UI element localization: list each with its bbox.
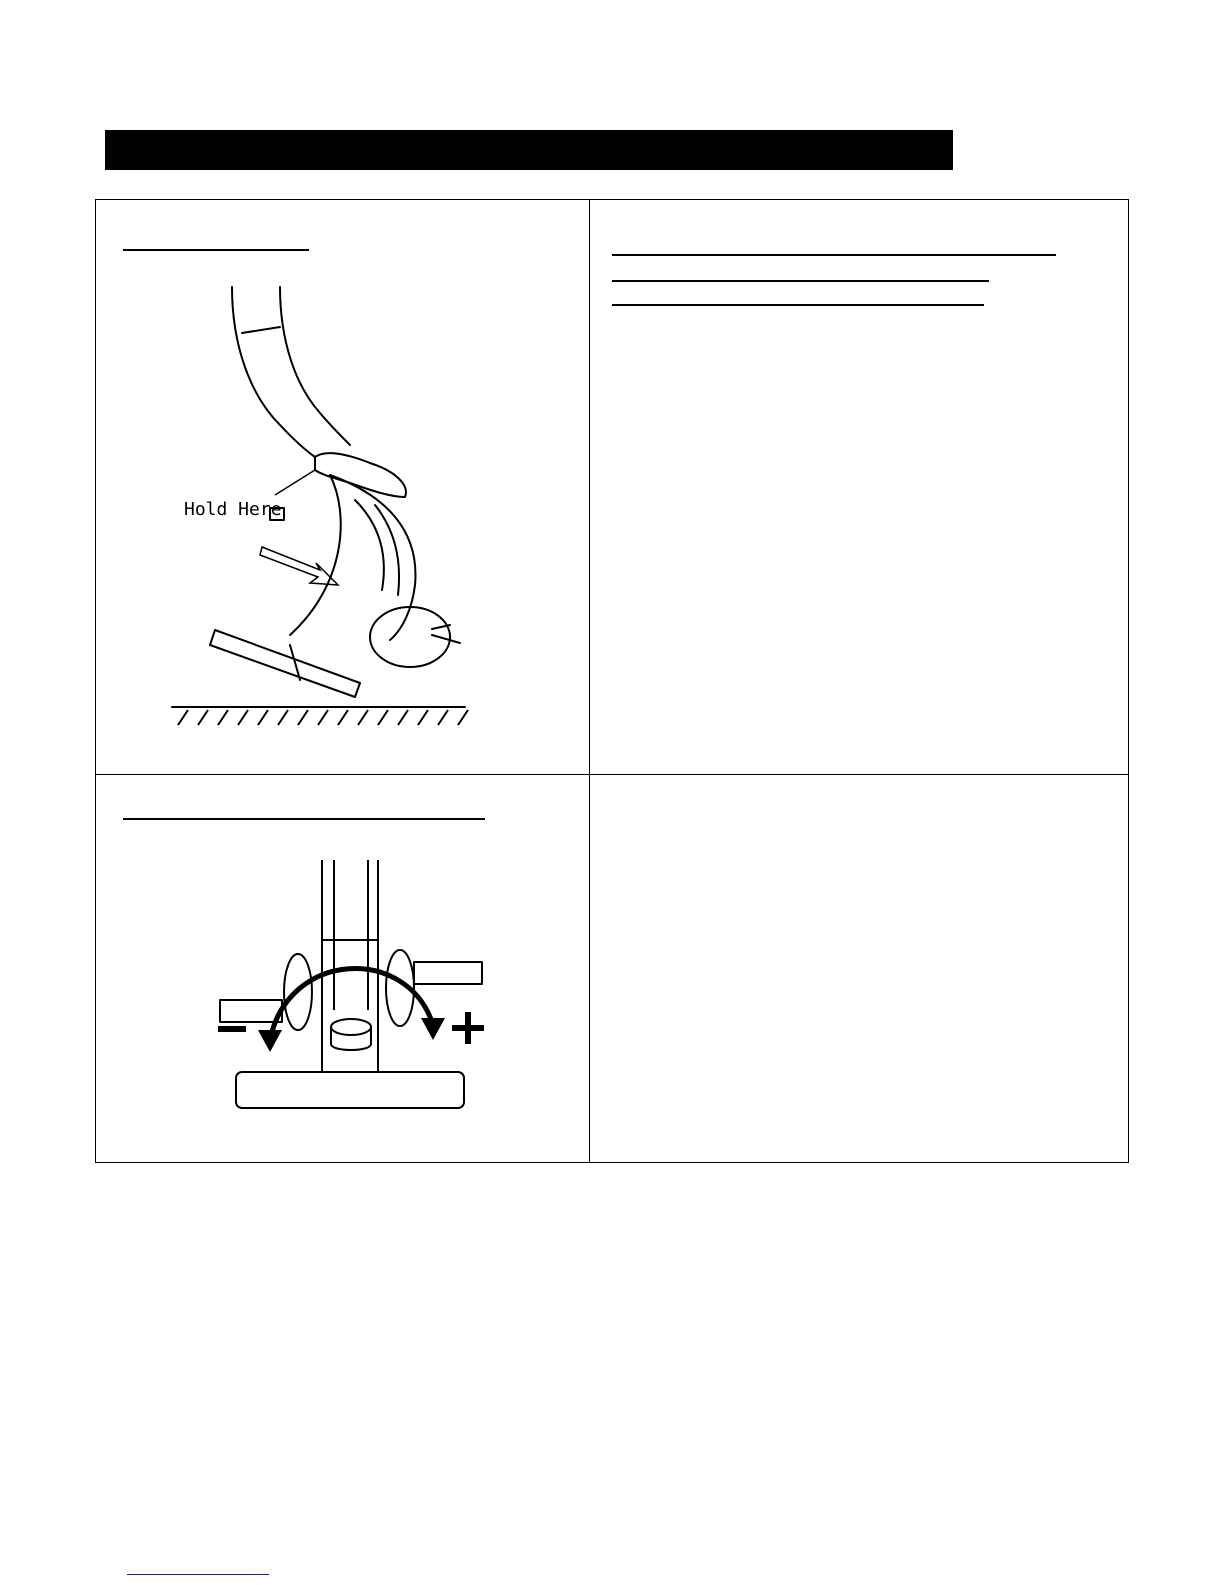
footer-link-underline[interactable] bbox=[127, 1574, 269, 1575]
tension-adjustment-illustration bbox=[218, 860, 518, 1122]
table-column-divider bbox=[589, 199, 590, 1163]
moving-heading-underline bbox=[123, 249, 309, 251]
table-row-divider bbox=[95, 774, 1129, 775]
tension-heading-underline bbox=[123, 818, 485, 820]
warning-heading-underline-1 bbox=[612, 254, 1056, 256]
moving-machine-illustration bbox=[170, 285, 480, 745]
diagonal-arrow-icon bbox=[260, 547, 338, 585]
warning-heading-underline-3 bbox=[612, 304, 984, 306]
hold-here-label: Hold Here bbox=[184, 499, 282, 520]
plus-icon bbox=[452, 1012, 484, 1044]
section-title-bar bbox=[105, 130, 953, 170]
minus-icon bbox=[218, 1026, 246, 1032]
warning-heading-underline-2 bbox=[612, 280, 989, 282]
